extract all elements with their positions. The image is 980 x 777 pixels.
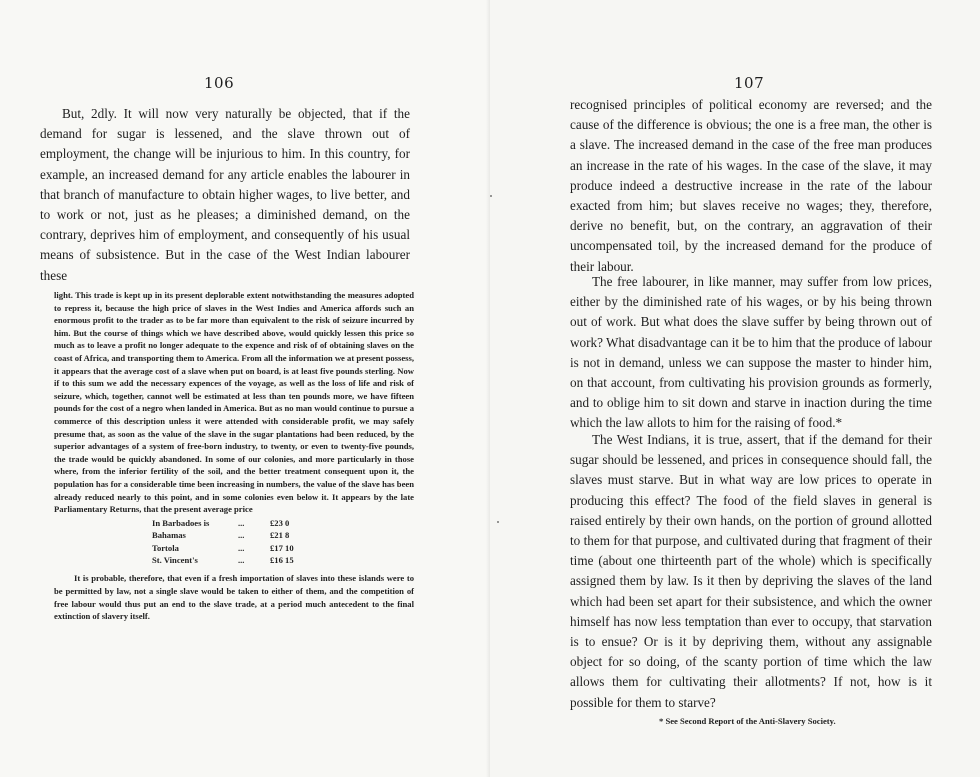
price-dots: ... bbox=[238, 554, 245, 565]
scan-speck bbox=[490, 195, 492, 197]
left-footnote bbox=[54, 289, 414, 623]
price-place: In Barbadoes is bbox=[152, 517, 210, 528]
right-paragraph-3-block bbox=[570, 430, 932, 713]
page-number-right: 107 bbox=[734, 74, 765, 92]
price-dots: ... bbox=[238, 530, 245, 541]
right-paragraph-1: recognised principles of political economy are reversed; and the cause of the difference is obvious; the one is a free man, the other is a slave. The increased demand in the case of the free man produces an increase in the rate of his wages. In the case of the slave, it may produce indeed a destructive increase in the rate of the labour exacted from him; but slaves receive no wages; they, therefore, derive no benefit, but, on the contrary, an aggravation of their uncompensated toil, by the increased demand for the produce of their labour. bbox=[570, 97, 932, 274]
right-paragraph-2: The free labourer, in like manner, may suffer from low prices, either by the diminished rate of his wages, or by his being thrown out of work. But what does the slave suffer by being thrown out of work? What disadvantage can it be to him that the produce of labour is not in demand, unless we can suppose the master to hinder him, on that account, from cultivating his provision grounds as formerly, and to oblige him to sit down and starve in inaction during the time which the law allots to him for the raising of food.* bbox=[570, 274, 932, 431]
price-row bbox=[152, 554, 334, 566]
right-paragraph-1-block bbox=[570, 95, 932, 277]
price-amount: £23 0 bbox=[270, 517, 290, 528]
footnote-continuation: It is probable, therefore, that even if a fresh importation of slaves into these islands were to be permitted by law, not a single slave would be taken to either of them, and the competition of free labour would thus put an end to the slave trade, at a period much antecedent to the final extinction of slavery itself. bbox=[54, 573, 414, 622]
price-place: Bahamas bbox=[152, 530, 186, 541]
price-place: St. Vincent's bbox=[152, 554, 198, 565]
right-paragraph-2-block bbox=[570, 272, 932, 434]
price-row bbox=[152, 542, 334, 554]
right-paragraph-3: The West Indians, it is true, assert, that if the demand for their sugar should be lessened, and prices in consequence should fall, the slaves must starve. But in what way are low prices to operate in producing this effect? The food of the field slaves in general is raised entirely by their own hands, on the portion of ground allotted to them for that purpose, and cultivated during that fragment of their time (about one thirteenth part of the whole) which is specifically assigned them by law. Is it then by depriving the slaves of the land which had been set apart for their subsistence, and which the owner himself has now less temptation than ever to occupy, that starvation is to ensue? Or is it by depriving them, without any assignable object for so doing, of the scanty portion of time which the law allows them for cultivating their allotments? If not, how is it possible for them to starve? bbox=[570, 432, 932, 710]
scan-speck bbox=[497, 521, 499, 523]
price-amount: £16 15 bbox=[270, 554, 294, 565]
right-page bbox=[490, 0, 980, 777]
price-dots: ... bbox=[238, 517, 245, 528]
footnote-paragraph: light. This trade is kept up in its present deplorable extent notwithstanding the measures adopted to repress it, because the high price of slaves in the West Indies and America affords such an enormous profit to the trader as to be far more than equivalent to the risk of seizure incurred by him. But the course of things which we have described above, would quickly lessen this price so much as to leave a profit no longer adequate to the expence and risk of of obtaining slaves on the coast of Africa, and transporting them to America. From all the information we at present possess, it appears that the average cost of a slave when put on board, is at least five pounds sterling. Now if to this sum we add the necessary expences of the voyage, as well as the loss of life and risk of seizure, which, together, cannot well be estimated at less than ten pounds more, we have fifteen pounds for the cost of a negro when landed in America. But as no man would continue to pursue a commerce of this description unless it were attended with considerable profit, we may safely presume that, as soon as the value of the slave in the sugar plantations had been reduced, by the superior advantages of a system of free-born industry, to twenty, or even to twenty-five pounds, the trade would be quickly abandoned. In some of our colonies, and more particularly in those where, from the inferior fertility of the soil, and the better treatment consequent upon it, the population has for a considerable time been increasing in numbers, the value of the slave has been already reduced nearly to this point, and in some colonies even below it. It appears by the late Parliamentary Returns, that the present average price bbox=[54, 290, 414, 515]
left-paragraph: But, 2dly. It will now very naturally be objected, that if the demand for sugar is lessened, and the slave thrown out of employment, the change will be injurious to him. In this country, for example, an increased demand for any article enables the labourer in that branch of manufacture to obtain higher wages, to live better, and to work or not, just as he pleases; a diminished demand, on the contrary, deprives him of employment, and consequently of his usual means of subsistence. But in the case of the West Indian labourer these bbox=[40, 106, 410, 283]
right-footnote: * See Second Report of the Anti-Slavery Society. bbox=[659, 716, 836, 726]
price-dots: ... bbox=[238, 542, 245, 553]
page-number-left: 106 bbox=[204, 74, 235, 92]
price-amount: £17 10 bbox=[270, 542, 294, 553]
left-body-text bbox=[40, 104, 410, 286]
price-place: Tortola bbox=[152, 542, 179, 553]
price-amount: £21 8 bbox=[270, 530, 290, 541]
price-row bbox=[152, 529, 334, 541]
price-row bbox=[152, 517, 334, 529]
price-table bbox=[152, 517, 334, 567]
